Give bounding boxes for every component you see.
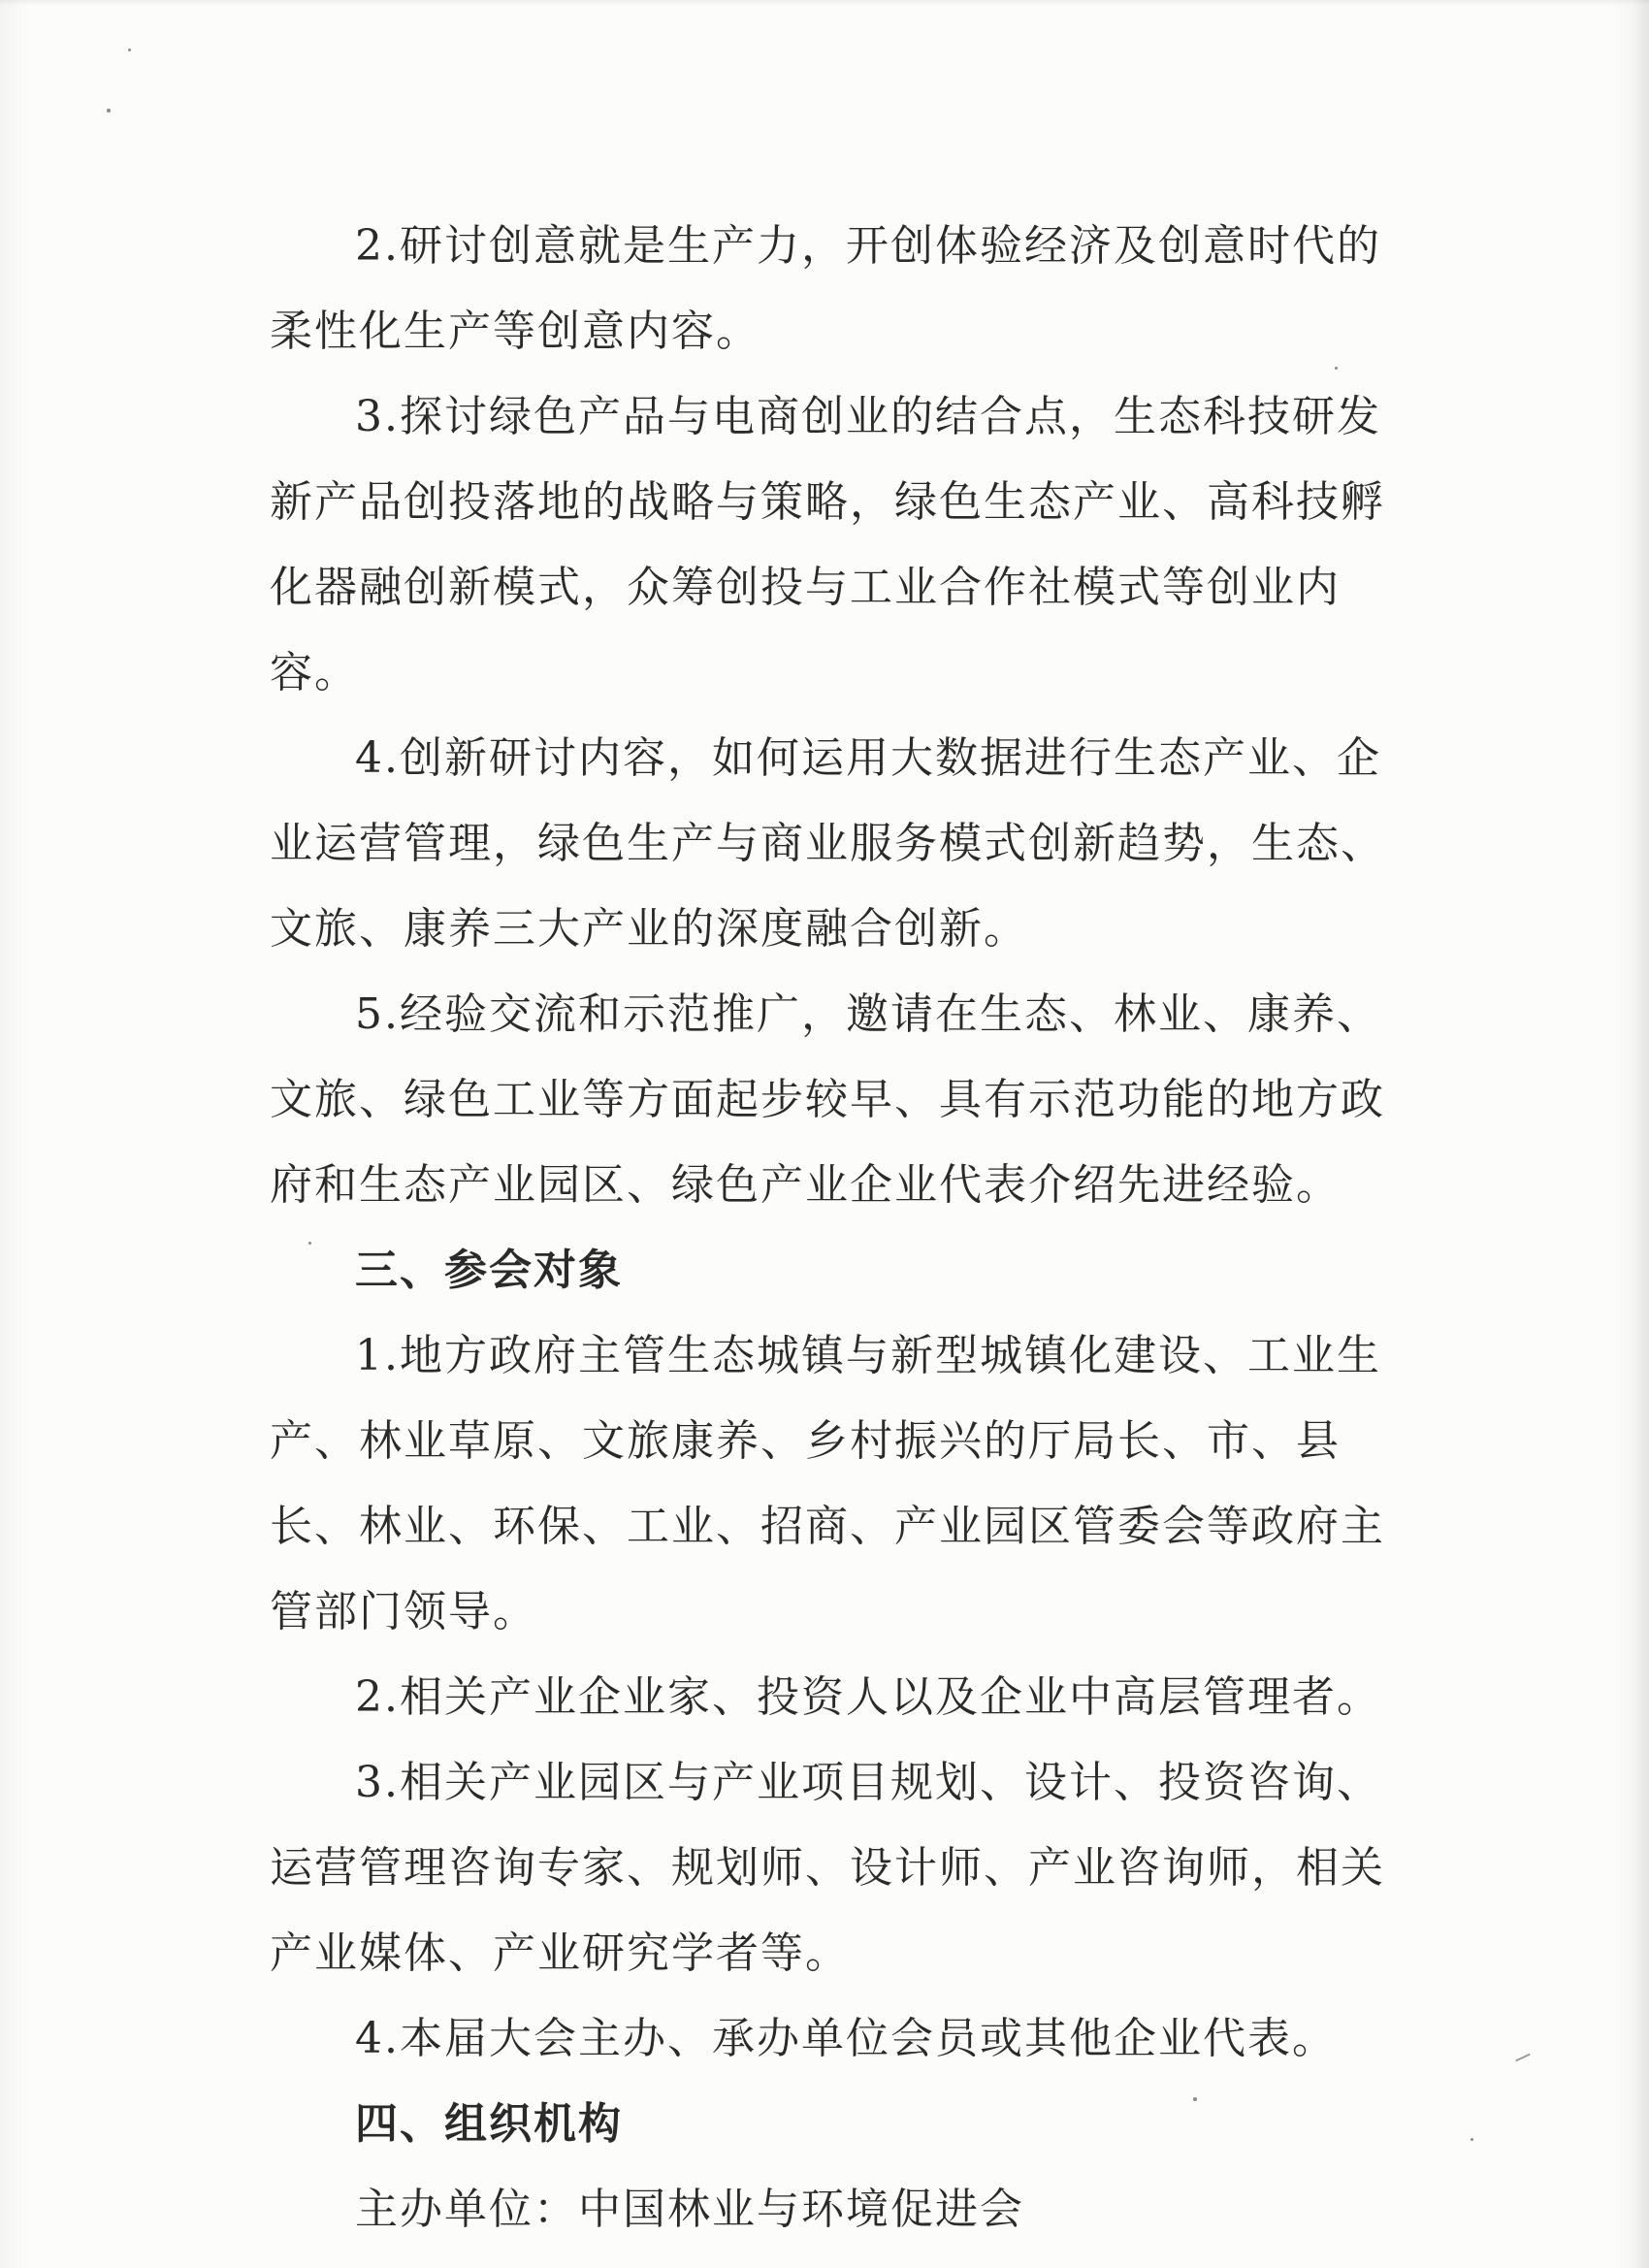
section-heading-attendees: 三、参会对象 bbox=[355, 1246, 623, 1295]
paragraph-item-4: 4.创新研讨内容，如何运用大数据进行生态产业、企业运营管理，绿色生产与商业服务模式创新趋势，生态、文旅、康养三大产业的深度融合创新。 bbox=[270, 733, 1385, 954]
paragraph-item-3: 3.探讨绿色产品与电商创业的结合点，生态科技研发新产品创投落地的战略与策略，绿色生态产业、高科技孵化器融创新模式，众筹创投与工业合作社模式等创业内容。 bbox=[270, 392, 1385, 697]
scan-speck bbox=[1193, 2097, 1197, 2101]
document-body bbox=[270, 204, 1414, 2252]
scan-speck bbox=[308, 1242, 311, 1245]
scan-speck bbox=[107, 109, 111, 113]
attendee-item-2: 2.相关产业企业家、投资人以及企业中高层管理者。 bbox=[355, 1672, 1381, 1722]
attendee-item-3: 3.相关产业园区与产业项目规划、设计、投资咨询、运营管理咨询专家、规划师、设计师、产业咨询师，相关产业媒体、产业研究学者等。 bbox=[270, 1758, 1385, 1978]
section-heading-organization: 四、组织机构 bbox=[355, 2099, 623, 2149]
scan-scratch bbox=[1515, 2054, 1530, 2062]
scan-speck bbox=[128, 49, 131, 51]
paragraph-item-5: 5.经验交流和示范推广，邀请在生态、林业、康养、文旅、绿色工业等方面起步较早、具有示范功能的地方政府和生态产业园区、绿色产业企业代表介绍先进经验。 bbox=[270, 989, 1385, 1210]
attendee-item-4: 4.本届大会主办、承办单位会员或其他企业代表。 bbox=[355, 2014, 1337, 2063]
scan-edge-right bbox=[1632, 0, 1649, 2268]
scan-edge-top bbox=[0, 0, 1649, 6]
attendee-item-1: 1.地方政府主管生态城镇与新型城镇化建设、工业生产、林业草原、文旅康养、乡村振兴的厅局长、市、县长、林业、环保、工业、招商、产业园区管委会等政府主管部门领导。 bbox=[270, 1331, 1385, 1636]
scan-speck bbox=[1471, 2138, 1473, 2141]
scan-speck bbox=[1335, 367, 1338, 370]
organizer-line: 主办单位：中国林业与环境促进会 bbox=[355, 2185, 1024, 2234]
paragraph-item-2: 2.研讨创意就是生产力，开创体验经济及创意时代的柔性化生产等创意内容。 bbox=[270, 221, 1381, 356]
